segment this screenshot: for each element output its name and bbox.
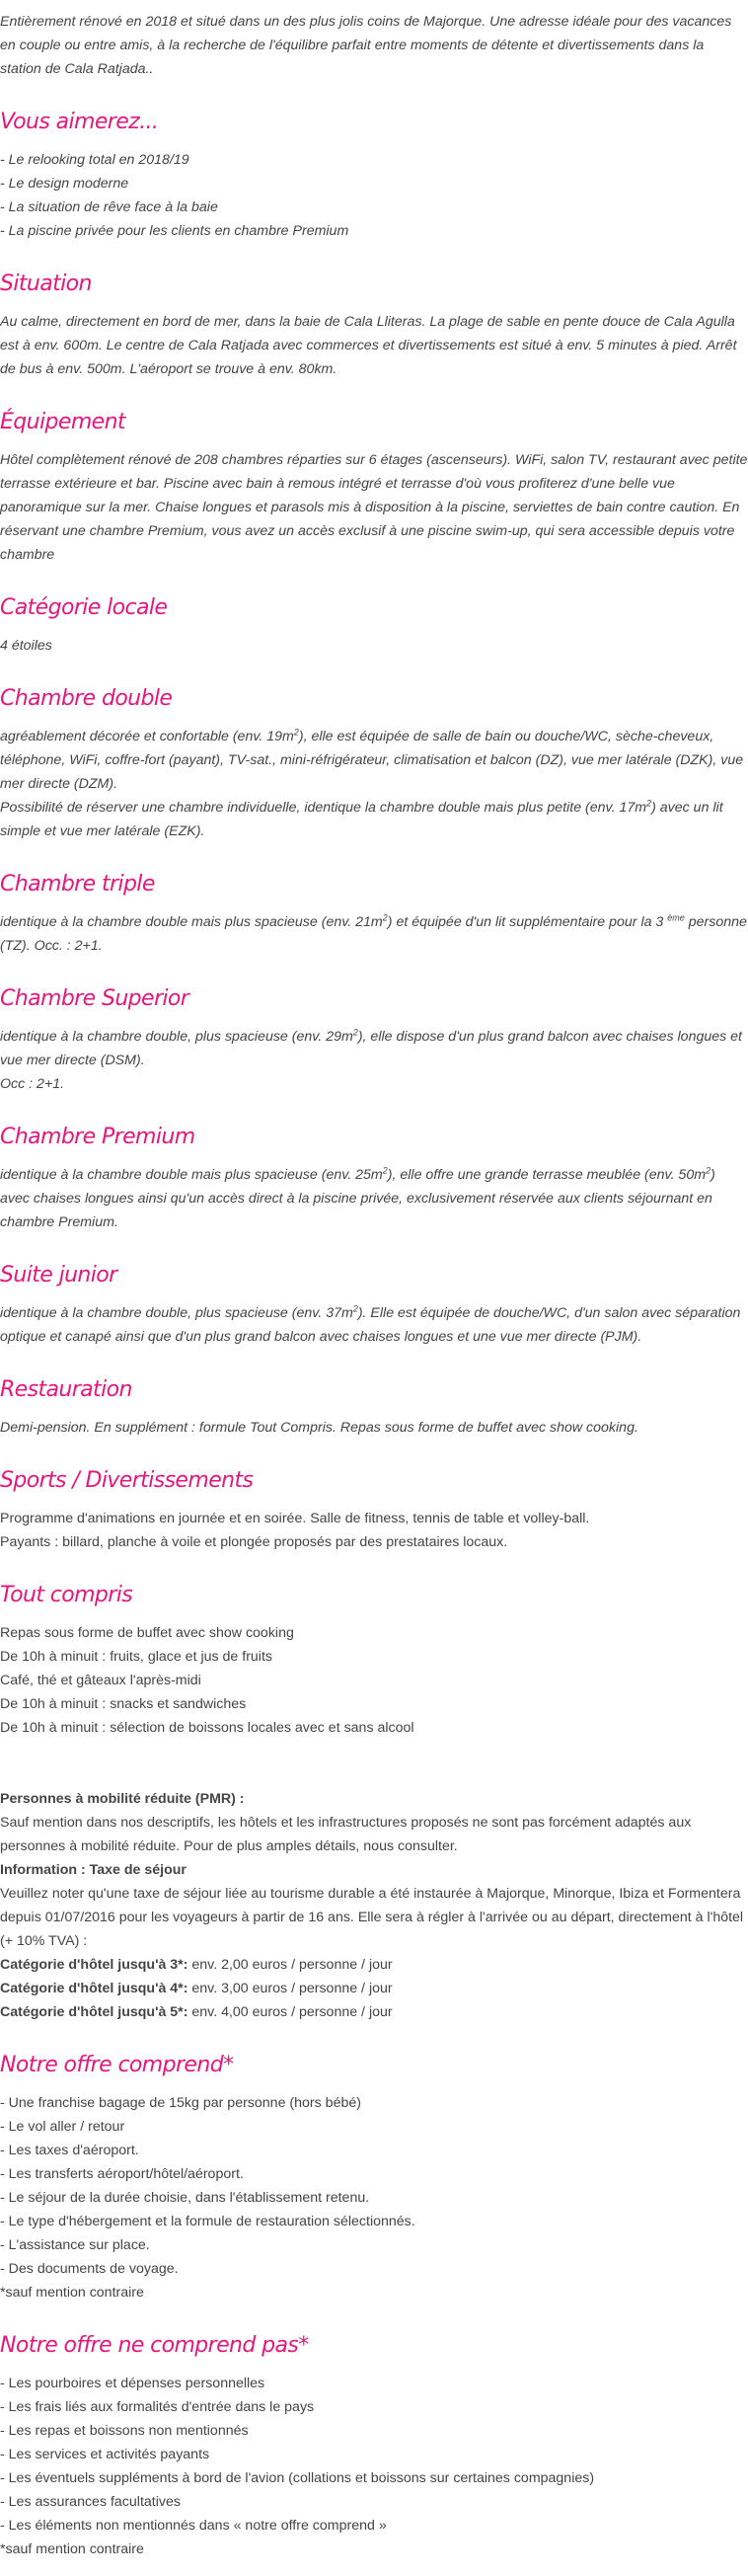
list-item: - Les éventuels suppléments à bord de l'avion (collations et boissons sur certaines compagnies) xyxy=(0,2470,595,2486)
list-item: - Les pourboires et dépenses personnelles xyxy=(0,2376,265,2391)
pmr-title: Personnes à mobilité réduite (PMR) : xyxy=(0,1791,245,1807)
list-item: Repas sous forme de buffet avec show cooking xyxy=(0,1625,294,1641)
list-item: - L'assistance sur place. xyxy=(0,2237,150,2253)
list-item: - Les transferts aéroport/hôtel/aéroport. xyxy=(0,2166,244,2182)
section-title-suite-junior: Suite junior xyxy=(0,1263,117,1288)
chambre-triple-text: identique à la chambre double mais plus spacieuse (env. $21m^2$) et équipée d'un lit supplémentaire pour la 3 $^{ème}$ personne (TZ). Occ. : 2+1. xyxy=(0,912,747,954)
aimerez-list xyxy=(0,148,748,243)
list-item: De 10h à minuit : snacks et sandwiches xyxy=(0,1696,247,1712)
list-item: - Le type d'hébergement et la formule de restauration sélectionnés. xyxy=(0,2214,415,2229)
footnote: *sauf mention contraire xyxy=(0,2285,144,2301)
section-title-situation: Situation xyxy=(0,272,92,296)
section-title-chambre-triple: Chambre triple xyxy=(0,872,155,897)
offre-comprend-list xyxy=(0,2091,748,2304)
list-item: - Les éléments non mentionnés dans « notre offre comprend » xyxy=(0,2518,387,2534)
list-item: - Les repas et boissons non mentionnés xyxy=(0,2423,249,2439)
list-item: - Les taxes d'aéroport. xyxy=(0,2143,139,2158)
chambre-superior-occ: Occ : 2+1. xyxy=(0,1076,65,1092)
section-title-offre-comprend: Notre offre comprend* xyxy=(0,2053,234,2077)
equipement-text: Hôtel complètement rénové de 208 chambres réparties sur 6 étages (ascenseurs). WiFi, salon TV, restaurant avec petite terrasse extérieure et bar. Piscine avec bain à remous intégré et terrasse d'où vous profiterez d'une belle vue panoramique sur la mer. Chaise longues et parasols mis à disposition à la piscine, serviettes de bain contre caution. En réservant une chambre Premium, vous avez un accès exclusif à une piscine swim-up, qui sera accessible depuis votre chambre xyxy=(0,452,748,563)
list-item: - Le design moderne xyxy=(0,176,129,192)
list-item: - Les assurances facultatives xyxy=(0,2494,181,2510)
list-item: Programme d'animations en journée et en soirée. Salle de fitness, tennis de table et volley-ball. xyxy=(0,1511,590,1526)
list-item: - Les frais liés aux formalités d'entrée dans le pays xyxy=(0,2399,315,2415)
chambre-individuelle-text: Possibilité de réserver une chambre individuelle, identique la chambre double mais plus petite (env. $17m^2$) avec un lit simple et vue mer latérale (EZK). xyxy=(0,798,723,839)
info-block xyxy=(0,1787,748,2024)
list-item: - La piscine privée pour les clients en chambre Premium xyxy=(0,223,349,239)
taxe-row: Catégorie d'hôtel jusqu'à 5*: env. 4,00 euros / personne / jour xyxy=(0,2004,393,2020)
sports-list xyxy=(0,1507,748,1554)
section-title-restauration: Restauration xyxy=(0,1377,132,1402)
taxe-row: Catégorie d'hôtel jusqu'à 3*: env. 2,00 euros / personne / jour xyxy=(0,1957,393,1973)
tout-compris-list xyxy=(0,1621,748,1740)
chambre-premium-text: identique à la chambre double mais plus spacieuse (env. $25m^2$), elle offre une grande terrasse meublée (env. $50m^2$) avec chaises longues ainsi qu'un accès direct à la piscine privée, exclusivement réservée aux clients séjournant en chambre Premium. xyxy=(0,1165,715,1230)
list-item: - Le séjour de la durée choisie, dans l'établissement retenu. xyxy=(0,2190,370,2206)
section-title-aimerez: Vous aimerez... xyxy=(0,110,159,134)
list-item: De 10h à minuit : sélection de boissons locales avec et sans alcool xyxy=(0,1720,414,1736)
list-item: - Des documents de voyage. xyxy=(0,2261,179,2277)
section-title-sports: Sports / Divertissements xyxy=(0,1468,254,1493)
taxe-row: Catégorie d'hôtel jusqu'à 4*: env. 3,00 euros / personne / jour xyxy=(0,1981,393,1996)
suite-junior-text: identique à la chambre double, plus spacieuse (env. $37m^2$). Elle est équipée de douche/WC, d'un salon avec séparation optique et canapé ainsi que d'un plus grand balcon avec chaises longues et une vue mer directe (PJM). xyxy=(0,1303,741,1345)
list-item: Payants : billard, planche à voile et plongée proposés par des prestataires locaux. xyxy=(0,1534,508,1550)
list-item: - Les services et activités payants xyxy=(0,2447,210,2462)
section-title-chambre-premium: Chambre Premium xyxy=(0,1125,195,1149)
restauration-text: Demi-pension. En supplément : formule Tout Compris. Repas sous forme de buffet avec show cooking. xyxy=(0,1420,638,1436)
chambre-superior-text: identique à la chambre double, plus spacieuse (env. $29m^2$), elle dispose d'un plus grand balcon avec chaises longues et vue mer directe (DSM). xyxy=(0,1027,743,1068)
taxe-title: Information : Taxe de séjour xyxy=(0,1862,187,1878)
list-item: De 10h à minuit : fruits, glace et jus de fruits xyxy=(0,1649,272,1665)
list-item: - La situation de rêve face à la baie xyxy=(0,199,218,215)
section-title-equipement: Équipement xyxy=(0,410,125,434)
taxe-text: Veuillez noter qu'une taxe de séjour liée au tourisme durable a été instaurée à Majorque, Minorque, Ibiza et Formentera depuis 01/07/2016 pour les voyageurs à partir de 16 ans. Elle sera à régler à l'arrivée ou au départ, directement à l'hôtel (+ 10% TVA) : xyxy=(0,1886,744,1949)
offre-ne-comprend-pas-list xyxy=(0,2372,748,2561)
list-item: - Le vol aller / retour xyxy=(0,2119,125,2135)
section-title-offre-ne-comprend-pas: Notre offre ne comprend pas* xyxy=(0,2333,309,2358)
categorie-text: 4 étoiles xyxy=(0,638,52,654)
section-title-chambre-double: Chambre double xyxy=(0,686,173,711)
situation-text: Au calme, directement en bord de mer, dans la baie de Cala Lliteras. La plage de sable en pente douce de Cala Agulla est à env. 600m. Le centre de Cala Ratjada avec commerces et divertissements est situé à env. 5 minutes à pied. Arrêt de bus à env. 500m. L'aéroport se trouve à env. 80km. xyxy=(0,314,737,377)
intro-text: Entièrement rénové en 2018 et situé dans un des plus jolis coins de Majorque. Une adresse idéale pour des vacances en couple ou entre amis, à la recherche de l'équilibre parfait entre moments de détente et divertissements dans la station de Cala Ratjada.. xyxy=(0,14,732,77)
chambre-double-text: agréablement décorée et confortable (env. $19m^2$), elle est équipée de salle de bain ou douche/WC, sèche-cheveux, téléphone, WiFi, coffre-fort (payant), TV-sat., mini-réfrigérateur, climatisation et balcon (DZ), vue mer latérale (DZK), vue mer directe (DZM). xyxy=(0,727,744,792)
section-title-tout-compris: Tout compris xyxy=(0,1583,133,1607)
list-item: - Le relooking total en 2018/19 xyxy=(0,152,189,168)
section-title-categorie: Catégorie locale xyxy=(0,595,168,620)
section-title-chambre-superior: Chambre Superior xyxy=(0,986,189,1011)
list-item: Café, thé et gâteaux l'après-midi xyxy=(0,1673,201,1688)
list-item: - Une franchise bagage de 15kg par personne (hors bébé) xyxy=(0,2095,361,2111)
pmr-text: Sauf mention dans nos descriptifs, les hôtels et les infrastructures proposés ne sont pas forcément adaptés aux personnes à mobilité réduite. Pour de plus amples détails, nous consulter. xyxy=(0,1815,692,1854)
footnote: *sauf mention contraire xyxy=(0,2541,144,2557)
